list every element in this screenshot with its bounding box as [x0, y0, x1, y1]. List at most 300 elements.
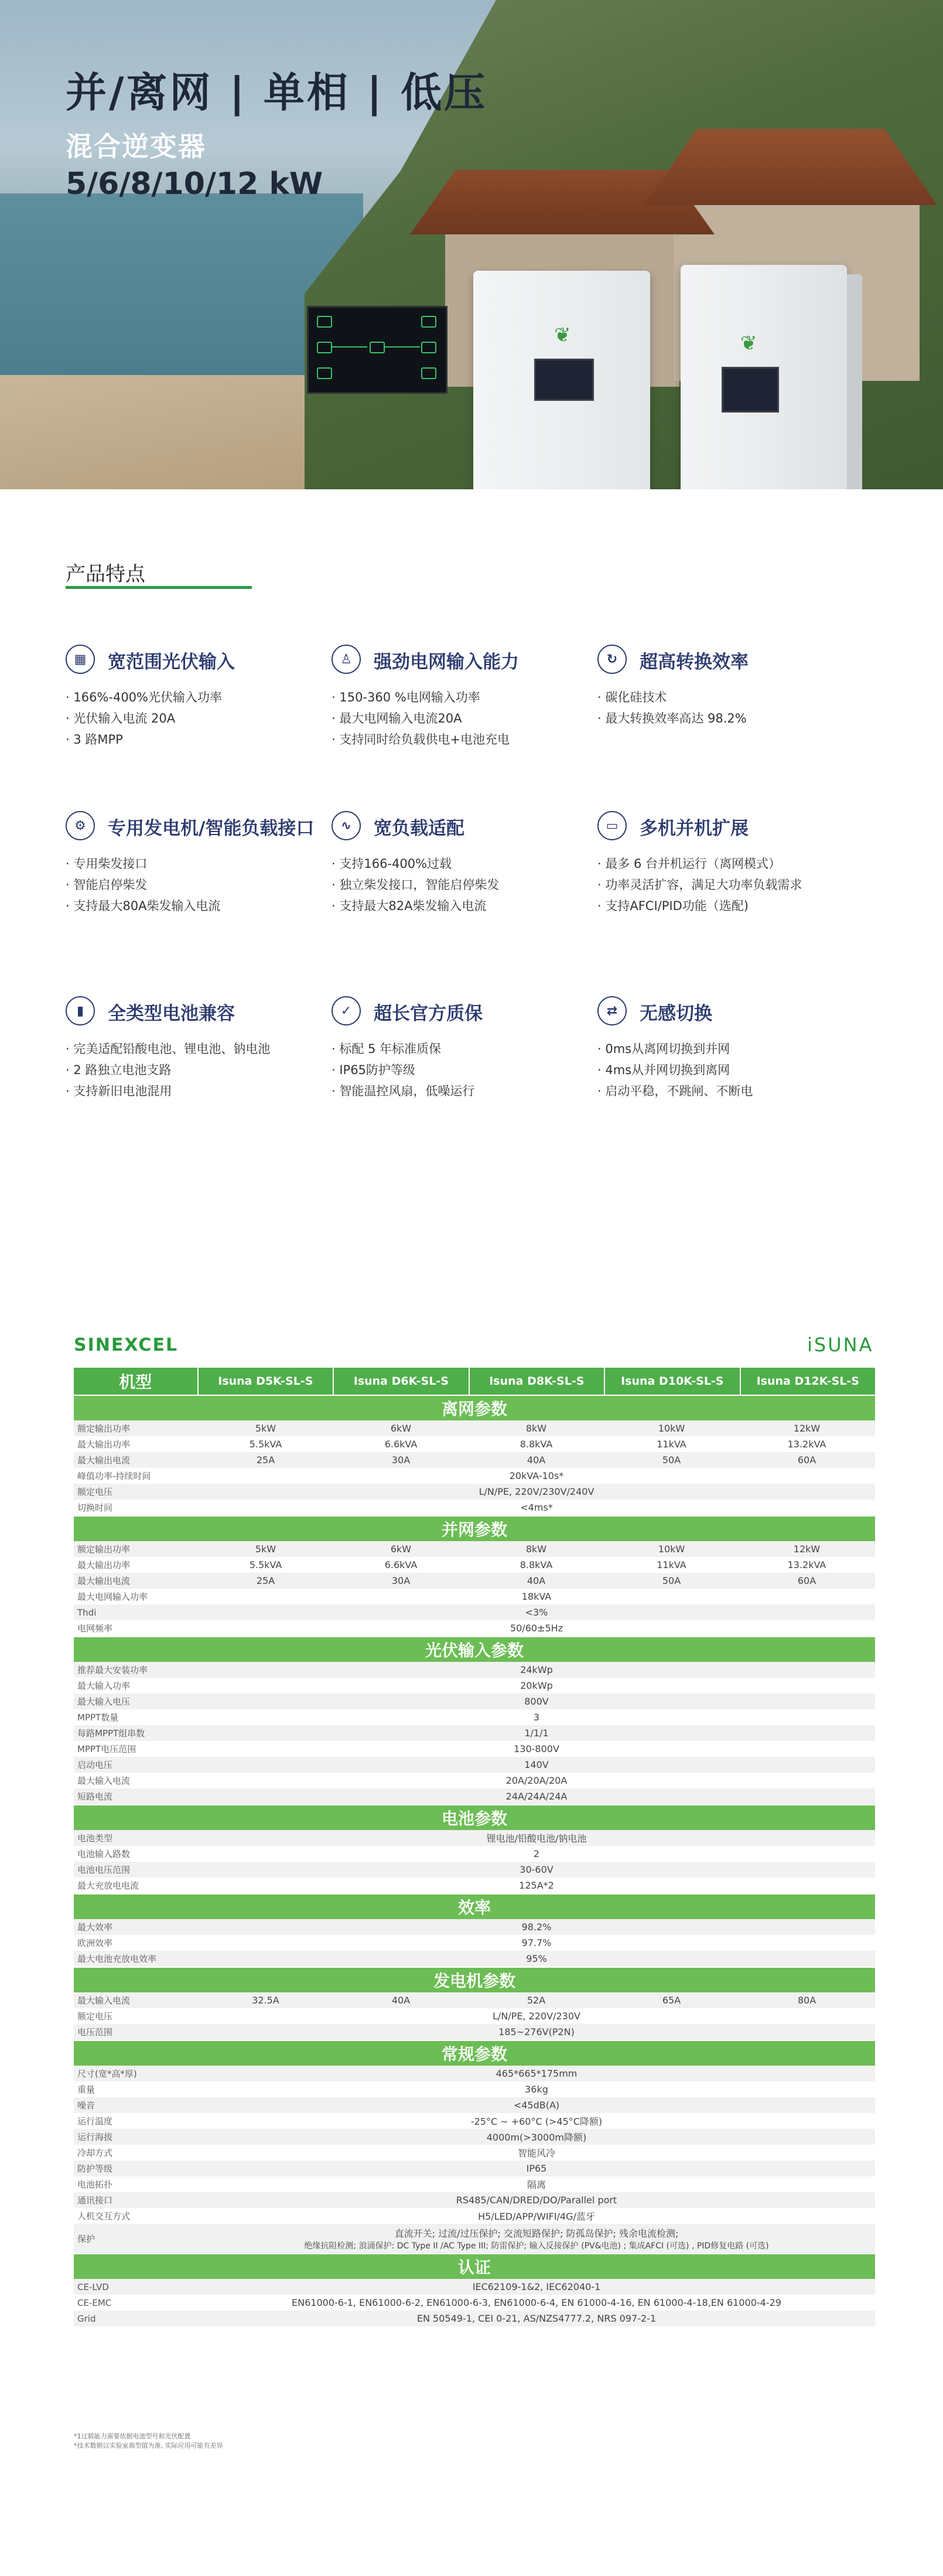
model-name: Isuna D6K-SL-S	[334, 1368, 469, 1395]
row-label: 最大电池充放电效率	[77, 1954, 157, 1964]
table-cell-merged	[198, 1846, 875, 1862]
table-cell: 10kW	[658, 1423, 685, 1434]
display-node-icon	[317, 367, 332, 379]
model-label: 机型	[74, 1368, 199, 1395]
table-cell: 60A	[797, 1575, 816, 1586]
generator-icon: ⚙	[66, 811, 95, 840]
table-row	[74, 2311, 875, 2326]
feature-item: · 碳化硅技术	[597, 690, 667, 704]
feature-item: · IP65防护等级	[332, 1063, 415, 1077]
table-cell: 11kVA	[657, 1439, 686, 1450]
parallel-units-icon: ▭	[597, 811, 627, 840]
inverter-heatsink	[847, 274, 862, 489]
feature-item: · 独立柴发接口，智能启停柴发	[332, 878, 500, 892]
cell-text: IEC62109-1&2, IEC62040-1	[472, 2281, 601, 2292]
table-row	[74, 2192, 875, 2208]
cell-text: 98.2%	[521, 1921, 552, 1933]
feature-item: · 光伏输入电流 20A	[66, 711, 176, 725]
table-row	[74, 1678, 875, 1694]
table-cell: 5.5kVA	[249, 1559, 282, 1570]
section-rows	[74, 1662, 875, 1804]
table-cell: 6.6kVA	[384, 1559, 418, 1570]
cell-text: 465*665*175mm	[496, 2068, 578, 2079]
row-label: 电池电压范围	[77, 1865, 131, 1875]
feature-list	[332, 1038, 474, 1102]
section-rows	[74, 1992, 875, 2040]
table-cell-merged	[198, 1725, 875, 1741]
table-cell-merged	[198, 1468, 875, 1484]
cell-text: 20kWp	[520, 1680, 553, 1691]
feature-item: · 最大转换效率高达 98.2%	[597, 711, 747, 725]
feature-title: 超高转换效率	[640, 652, 749, 673]
row-label: 推荐最大安装功率	[77, 1665, 148, 1675]
table-row	[74, 1846, 875, 1862]
table-row	[74, 1436, 875, 1452]
row-label: CE-LVD	[77, 2281, 109, 2292]
display-node-icon	[421, 367, 436, 379]
cell-text: 125A*2	[519, 1880, 554, 1891]
row-label: 最大输出功率	[77, 1560, 131, 1570]
table-row	[74, 1500, 875, 1515]
row-label: 最大输入功率	[77, 1681, 131, 1691]
row-label: 保护	[77, 2233, 95, 2244]
table-row	[74, 1557, 875, 1573]
row-label: 防护等级	[77, 2163, 113, 2174]
section-header: 并网参数	[74, 1517, 875, 1541]
table-cell: 5kW	[255, 1423, 276, 1434]
table-cell-merged	[198, 2176, 875, 2192]
section-rows	[74, 1541, 875, 1636]
row-label: 每路MPPT组串数	[77, 1728, 145, 1739]
table-cell: 32.5A	[252, 1995, 279, 2006]
table-cell-merged	[198, 2024, 875, 2040]
table-cell: 40A	[527, 1575, 546, 1586]
feature-list	[66, 687, 222, 750]
table-row	[74, 1589, 875, 1604]
feature-item: · 150-360 %电网输入功率	[332, 690, 480, 704]
cell-text: <4ms*	[520, 1502, 553, 1513]
inverter-screen-zoom	[307, 306, 447, 394]
display-node-icon	[370, 342, 385, 353]
table-cell-merged	[198, 1935, 875, 1951]
section-rows	[74, 1830, 875, 1893]
section-header: 发电机参数	[74, 1968, 875, 1992]
cell-text: 智能风冷	[517, 2148, 555, 2159]
section-header: 离网参数	[74, 1396, 875, 1420]
table-cell-merged	[198, 1589, 875, 1604]
feature-title: 宽负载适配	[374, 818, 464, 839]
cell-text: 直流开关; 过流/过压保护; 交流短路保护; 防孤岛保护; 残余电流检测;	[394, 2227, 679, 2239]
cell-text: 1/1/1	[524, 1727, 549, 1739]
table-cell: 11kVA	[657, 1559, 686, 1570]
table-row	[74, 2081, 875, 2097]
table-cell: 50A	[662, 1454, 681, 1466]
cell-text: 800V	[524, 1696, 549, 1707]
feature-item: · 最多 6 台并机运行（离网模式）	[597, 857, 781, 871]
feature-item: · 0ms从离网切换到并网	[597, 1042, 730, 1056]
feature-item: · 启动平稳，不跳闸、不断电	[597, 1084, 753, 1098]
feature-item: · 支持最大80A柴发输入电流	[66, 899, 221, 913]
feature-title: 超长官方质保	[374, 1003, 483, 1024]
table-row	[74, 2097, 875, 2113]
row-label: 最大输出功率	[77, 1439, 131, 1450]
section-header: 光伏输入参数	[74, 1637, 875, 1662]
row-label: 运行海拔	[77, 2132, 113, 2142]
row-label: Grid	[77, 2313, 96, 2324]
table-cell-merged	[198, 1500, 875, 1515]
row-label: 电池输入路数	[77, 1849, 131, 1859]
table-row	[74, 1951, 875, 1967]
table-cell-merged	[198, 1662, 875, 1678]
row-label: 最大输出电流	[77, 1455, 131, 1466]
cell-text: 20A/20A/20A	[505, 1775, 568, 1786]
footnote: *技术数据以实验室典型值为准, 实际应用可能有差异	[74, 2442, 223, 2449]
table-row	[74, 1709, 875, 1725]
inverter-screen	[722, 367, 779, 413]
table-cell-merged	[198, 1709, 875, 1725]
heading-underline	[66, 586, 252, 589]
features-heading: 产品特点	[66, 563, 145, 586]
section-rows	[74, 2279, 875, 2326]
row-label: 最大输入电流	[77, 1995, 131, 2006]
table-cell-merged	[198, 1678, 875, 1694]
table-header-row	[74, 1368, 875, 1395]
spec-table	[74, 1368, 875, 2326]
table-cell: 8kW	[525, 1423, 547, 1434]
section-rows	[74, 1420, 875, 1515]
table-cell: 8kW	[525, 1543, 547, 1555]
display-flow-line	[385, 346, 420, 347]
table-cell-merged	[198, 1620, 875, 1636]
row-label: 额定电压	[77, 1487, 113, 1497]
feature-item: · 支持最大82A柴发输入电流	[332, 899, 487, 913]
switch-arrows-icon: ⇄	[597, 996, 627, 1025]
table-row	[74, 1773, 875, 1788]
table-cell-merged	[198, 2208, 875, 2224]
row-label: 最大输入电压	[77, 1696, 131, 1707]
display-node-icon	[317, 316, 332, 328]
table-row	[74, 2279, 875, 2295]
feature-list	[66, 853, 220, 916]
table-cell-merged	[198, 2129, 875, 2145]
table-cell: 80A	[797, 1995, 816, 2006]
row-label: 切换时间	[77, 1502, 113, 1513]
cell-text: 绝缘抗阻检测; 浪涌保护: DC Type II /AC Type III; 防雷保护; 输入反接保护 (PV&电池) ; 集成AFCI (可选) , PID修复电路 (可选)	[304, 2241, 769, 2251]
feature-item: · 智能温控风扇，低噪运行	[332, 1084, 475, 1098]
row-label: 冷却方式	[77, 2148, 113, 2158]
row-label: 最大输入电流	[77, 1776, 131, 1786]
row-label: 运行温度	[77, 2116, 113, 2127]
feature-item: · 支持AFCI/PID功能（选配)	[597, 899, 749, 913]
shield-check-icon: ✓	[332, 996, 361, 1025]
feature-item: · 专用柴发接口	[66, 857, 148, 871]
table-row	[74, 1694, 875, 1709]
section-rows	[74, 1919, 875, 1967]
solar-panel-icon: ▦	[66, 645, 95, 674]
table-row	[74, 1830, 875, 1846]
cell-text: EN 50549-1, CEI 0-21, AS/NZS4777.2, NRS 097-2-1	[416, 2313, 657, 2324]
table-cell-merged	[198, 1951, 875, 1967]
row-label: 额定输出功率	[77, 1544, 131, 1555]
table-row	[74, 1862, 875, 1878]
model-name: Isuna D10K-SL-S	[605, 1368, 740, 1395]
section-header: 效率	[74, 1894, 875, 1919]
cell-text: RS485/CAN/DRED/DO/Parallel port	[456, 2195, 617, 2206]
model-name: Isuna D8K-SL-S	[470, 1368, 605, 1395]
table-row	[74, 1741, 875, 1757]
cell-text: 2	[533, 1848, 540, 1859]
cell-text: 3	[533, 1712, 540, 1723]
table-row	[74, 2024, 875, 2040]
feature-list	[66, 1038, 270, 1102]
table-row	[74, 1878, 875, 1893]
feature-item: · 3 路MPP	[66, 732, 123, 747]
table-cell-merged	[198, 1604, 875, 1620]
table-cell-merged	[198, 2066, 875, 2081]
table-row	[74, 1420, 875, 1436]
table-cell-merged	[198, 1919, 875, 1935]
table-cell: 60A	[797, 1454, 816, 1466]
cell-text: -25°C ~ +60°C (>45°C降额)	[470, 2116, 603, 2127]
table-row	[74, 1725, 875, 1741]
section-rows	[74, 2066, 875, 2253]
table-cell-merged	[198, 2279, 875, 2295]
feature-list	[597, 687, 747, 729]
section-header: 电池参数	[74, 1805, 875, 1830]
hero-banner	[0, 0, 943, 489]
table-cell: 40A	[391, 1995, 411, 2006]
table-cell-merged	[198, 2311, 875, 2326]
row-label: 欧洲效率	[77, 1938, 113, 1948]
table-cell-merged	[198, 2145, 875, 2161]
row-label: 峰值功率-持续时间	[77, 1471, 151, 1481]
row-label: 人机交互方式	[77, 2211, 131, 2221]
row-label: 启动电压	[77, 1760, 113, 1770]
cell-text: 20kVA-10s*	[509, 1470, 564, 1481]
table-row	[74, 2295, 875, 2311]
table-cell: 25A	[256, 1454, 275, 1466]
table-cell-merged	[198, 2008, 875, 2024]
cell-text: 95%	[526, 1953, 547, 1964]
table-cell: 13.2kVA	[787, 1559, 826, 1570]
row-label: MPPT数量	[77, 1712, 119, 1723]
table-row	[74, 2113, 875, 2129]
display-node-icon	[421, 316, 436, 328]
row-label: 短路电流	[77, 1791, 113, 1802]
row-label: 电压范围	[77, 2027, 113, 2037]
cell-text: 4000m(>3000m降额)	[486, 2132, 587, 2143]
row-label: CE-EMC	[77, 2297, 112, 2308]
footnote: *1过载能力需要依据电池型号和光伏配置	[74, 2432, 191, 2440]
table-row	[74, 2208, 875, 2224]
feature-list	[597, 853, 802, 916]
table-cell: 50A	[662, 1575, 681, 1586]
table-cell: 25A	[256, 1575, 275, 1586]
table-row	[74, 2066, 875, 2081]
table-row	[74, 1662, 875, 1678]
table-cell: 30A	[391, 1575, 411, 1586]
isuna-logo: iSUNA	[807, 1334, 874, 1356]
table-cell: 5.5kVA	[249, 1439, 282, 1450]
row-label: 重量	[77, 2084, 95, 2095]
feature-item: · 功率灵活扩容，满足大功率负载需求	[597, 878, 802, 892]
row-label: MPPT电压范围	[77, 1744, 136, 1754]
cell-text: 24A/24A/24A	[505, 1791, 568, 1802]
cell-text: 97.7%	[521, 1937, 552, 1948]
row-label: 通讯接口	[77, 2195, 113, 2206]
cell-text: 50/60±5Hz	[510, 1623, 563, 1634]
table-row	[74, 1468, 875, 1484]
feature-title: 全类型电池兼容	[108, 1003, 235, 1024]
table-row	[74, 2145, 875, 2161]
table-row	[74, 2161, 875, 2176]
row-label: 噪音	[77, 2100, 95, 2111]
cell-text: L/N/PE, 220V/230V	[493, 2011, 580, 2022]
row-label: 最大充放电电流	[77, 1880, 139, 1891]
table-cell-merged	[198, 1694, 875, 1709]
sinexcel-logo: SINEXCEL	[74, 1335, 179, 1355]
table-body	[74, 1396, 875, 2326]
section-header: 常规参数	[74, 2041, 875, 2066]
table-cell: 6kW	[390, 1423, 412, 1434]
table-row	[74, 2176, 875, 2192]
row-label: 电网频率	[77, 1623, 113, 1634]
refresh-cycle-icon: ↻	[597, 645, 627, 674]
feature-item: · 标配 5 年标准质保	[332, 1042, 442, 1056]
section-header: 认证	[74, 2254, 875, 2279]
table-cell-merged	[198, 2224, 875, 2253]
table-cell: 6kW	[390, 1543, 412, 1555]
table-row	[74, 1788, 875, 1804]
model-name: Isuna D12K-SL-S	[756, 1375, 859, 1388]
cell-text: 36kg	[525, 2084, 548, 2095]
row-label: 最大效率	[77, 1922, 113, 1933]
table-row	[74, 2008, 875, 2024]
feature-item: · 智能启停柴发	[66, 878, 148, 892]
feature-title: 强劲电网输入能力	[374, 652, 519, 673]
feature-item: · 4ms从并网切换到离网	[597, 1063, 730, 1077]
feature-list	[332, 853, 499, 916]
table-row	[74, 2224, 875, 2253]
table-cell: 8.8kVA	[520, 1559, 553, 1570]
table-cell: 6.6kVA	[384, 1439, 418, 1450]
feature-item: · 支持同时给负载供电+电池充电	[332, 732, 510, 747]
feature-title: 宽范围光伏输入	[108, 652, 235, 673]
table-cell: 10kW	[658, 1543, 685, 1555]
table-cell-merged	[198, 2295, 875, 2311]
table-row	[74, 1620, 875, 1636]
table-cell: 65A	[662, 1995, 681, 2006]
feature-item: · 2 路独立电池支路	[66, 1063, 172, 1077]
grid-tower-icon: ♙	[332, 645, 361, 674]
row-label: 电池类型	[77, 1833, 113, 1844]
hero-subtitle: 混合逆变器	[66, 131, 206, 162]
table-cell: 13.2kVA	[787, 1439, 826, 1450]
table-row	[74, 1992, 875, 2008]
row-label: 电池拓扑	[77, 2179, 113, 2190]
feature-item: · 完美适配铅酸电池、锂电池、钠电池	[66, 1042, 271, 1056]
table-cell-merged	[198, 1741, 875, 1757]
cell-text: 锂电池/铅酸电池/钠电池	[486, 1833, 587, 1844]
feature-list	[332, 687, 510, 750]
cell-text: 140V	[524, 1759, 549, 1770]
battery-icon: ▮	[66, 996, 95, 1025]
table-cell: 12kW	[793, 1423, 821, 1434]
feature-item: · 支持166-400%过载	[332, 857, 452, 871]
table-cell-merged	[198, 2192, 875, 2208]
table-row	[74, 1919, 875, 1935]
feature-item: · 支持新旧电池混用	[66, 1084, 172, 1098]
row-label: 额定电压	[77, 2011, 113, 2022]
display-node-icon	[317, 342, 332, 353]
model-name: Isuna D5K-SL-S	[199, 1368, 334, 1395]
table-cell-merged	[198, 2081, 875, 2097]
waveform-icon: ∿	[332, 811, 361, 840]
table-cell: 52A	[527, 1995, 546, 2006]
table-row	[74, 1573, 875, 1589]
feature-list	[597, 1038, 753, 1102]
leaf-logo-icon: ❦	[554, 323, 571, 347]
cell-text: IP65	[526, 2163, 547, 2174]
cell-text: EN61000-6-1, EN61000-6-2, EN61000-6-3, EN61000-6-4, EN 61000-4-16, EN 61000-4-18,EN 61000-4-29	[292, 2297, 781, 2308]
table-cell-merged	[198, 2097, 875, 2113]
cell-text: H5/LED/APP/WIFI/4G/蓝牙	[478, 2211, 595, 2222]
row-label: Thdi	[77, 1607, 97, 1618]
table-row	[74, 1541, 875, 1557]
table-cell: 30A	[391, 1454, 411, 1466]
table-row	[74, 2129, 875, 2145]
cell-text: 130-800V	[514, 1743, 559, 1754]
table-cell-merged	[198, 1484, 875, 1500]
table-cell-merged	[198, 1878, 875, 1893]
table-cell-merged	[198, 1757, 875, 1773]
table-row	[74, 1452, 875, 1468]
feature-item: · 166%-400%光伏输入功率	[66, 690, 223, 704]
table-row	[74, 1757, 875, 1773]
cell-text: <45dB(A)	[513, 2100, 560, 2111]
table-cell-merged	[198, 1788, 875, 1804]
cell-text: 18kVA	[521, 1591, 552, 1602]
cell-text: <3%	[525, 1607, 548, 1618]
leaf-logo-icon: ❦	[740, 332, 757, 355]
row-label: 最大电网输入功率	[77, 1592, 148, 1602]
table-cell-merged	[198, 1862, 875, 1878]
beach-background	[0, 375, 328, 489]
table-cell: 12kW	[793, 1543, 821, 1555]
row-label: 额定输出功率	[77, 1423, 131, 1434]
cell-text: 24kWp	[520, 1664, 553, 1675]
table-row	[74, 1484, 875, 1500]
feature-title: 专用发电机/智能负载接口	[108, 818, 315, 839]
row-label: 尺寸(宽*高*厚)	[77, 2069, 137, 2079]
table-cell-merged	[198, 2113, 875, 2129]
table-cell: 8.8kVA	[520, 1439, 553, 1450]
table-cell-merged	[198, 1830, 875, 1846]
table-row	[74, 1604, 875, 1620]
table-row	[74, 1935, 875, 1951]
display-node-icon	[421, 342, 436, 353]
feature-title: 无感切换	[640, 1003, 712, 1024]
cell-text: 30-60V	[520, 1864, 554, 1875]
hero-power-range: 5/6/8/10/12 kW	[66, 166, 323, 202]
table-cell-merged	[198, 1773, 875, 1788]
inverter-screen	[534, 359, 594, 401]
table-cell: 5kW	[255, 1543, 276, 1555]
table-cell-merged	[198, 2161, 875, 2176]
cell-text: 隔离	[527, 2179, 546, 2190]
hero-title: 并/离网 | 单相 | 低压	[66, 69, 488, 117]
display-flow-line	[332, 346, 367, 347]
